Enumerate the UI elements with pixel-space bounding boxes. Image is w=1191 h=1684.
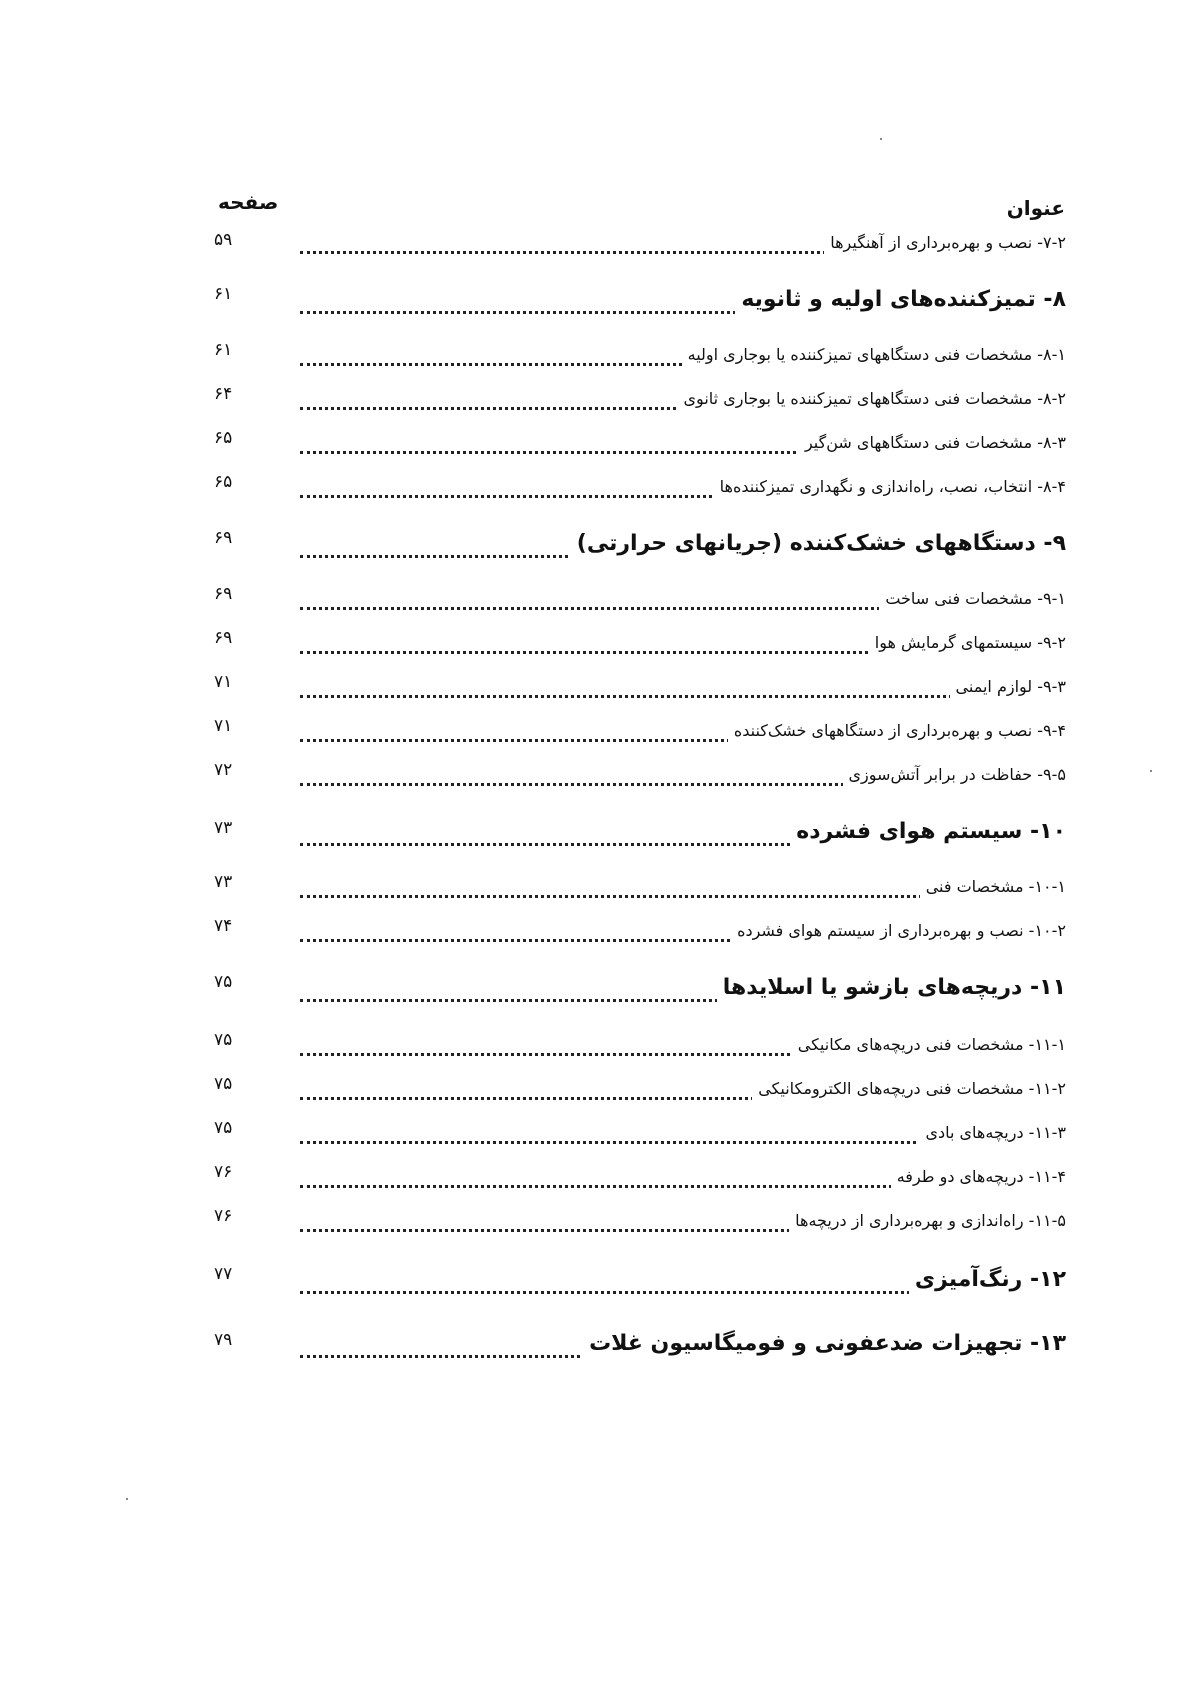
- toc-entry: [300, 472, 1066, 502]
- toc-chapter-entry: [300, 970, 1066, 1006]
- toc-entry-title: ۹-۴- نصب و بهره‌برداری از دستگاههای خشک‌کننده: [728, 716, 1066, 746]
- toc-entry-title: ۱۱-۲- مشخصات فنی دریچه‌های الکترومکانیکی: [752, 1074, 1066, 1104]
- toc-entry-title: ۱۱-۳- دریچه‌های بادی: [919, 1118, 1066, 1148]
- toc-entry-page: ۷۳: [214, 872, 233, 892]
- toc-chapter-page: ۷۵: [214, 972, 233, 992]
- toc-entry-page: ۶۵: [214, 428, 233, 448]
- toc-entry: [300, 1206, 1066, 1236]
- toc-chapter-page: ۶۱: [214, 284, 233, 304]
- toc-entry-title: ۹-۵- حفاظت در برابر آتش‌سوزی: [843, 760, 1066, 790]
- toc-entry: [300, 628, 1066, 658]
- toc-entry-title: ۱۱-۵- راه‌اندازی و بهره‌برداری از دریچه‌ها: [789, 1206, 1066, 1236]
- scan-speck: [126, 1498, 128, 1500]
- toc-chapter-entry: [300, 282, 1066, 318]
- toc-chapter-title: ۱۳- تجهیزات ضدعفونی و فومیگاسیون غلات: [583, 1326, 1066, 1362]
- toc-entry-page: ۷۵: [214, 1074, 233, 1094]
- toc-chapter-page: ۷۳: [214, 818, 233, 838]
- toc-entry-title: ۱۰-۱- مشخصات فنی: [920, 872, 1066, 902]
- toc-entry-page: ۶۵: [214, 472, 233, 492]
- toc-chapter-title: ۹- دستگاههای خشک‌کننده (جریانهای حرارتی): [571, 526, 1066, 562]
- toc-entry: [300, 428, 1066, 458]
- toc-chapter-page: ۷۷: [214, 1264, 233, 1284]
- toc-entry-page: ۷۱: [214, 672, 233, 692]
- toc-chapter-title: ۸- تمیزکننده‌های اولیه و ثانویه: [735, 282, 1066, 318]
- toc-chapter-page: ۶۹: [214, 528, 233, 548]
- scan-speck: [1150, 770, 1152, 772]
- toc-chapter-page: ۷۹: [214, 1330, 233, 1350]
- toc-entry: [300, 716, 1066, 746]
- toc-entry: [300, 228, 1066, 258]
- toc-entry: [300, 760, 1066, 790]
- toc-entry-page: ۷۶: [214, 1206, 233, 1226]
- toc-entry-page: ۷۴: [214, 916, 233, 936]
- toc-chapter-title: ۱۲- رنگ‌آمیزی: [909, 1262, 1066, 1298]
- toc-entry-title: ۸-۲- مشخصات فنی دستگاههای تمیزکننده یا بوجاری ثانوی: [678, 384, 1066, 414]
- toc-entry-title: ۱۱-۴- دریچه‌های دو طرفه: [891, 1162, 1066, 1192]
- toc-entry: [300, 584, 1066, 614]
- scan-speck: [880, 138, 882, 140]
- toc-entry: [300, 1118, 1066, 1148]
- column-header-page: صفحه: [218, 190, 279, 214]
- toc-entry-page: ۶۹: [214, 628, 233, 648]
- toc-entry: [300, 872, 1066, 902]
- toc-entry: [300, 340, 1066, 370]
- toc-entry-title: ۸-۴- انتخاب، نصب، راه‌اندازی و نگهداری تمیزکننده‌ها: [714, 472, 1066, 502]
- toc-entry-page: ۵۹: [214, 230, 233, 250]
- toc-entry-title: ۱۱-۱- مشخصات فنی دریچه‌های مکانیکی: [792, 1030, 1066, 1060]
- toc-entry: [300, 384, 1066, 414]
- toc-entry-title: ۹-۲- سیستمهای گرمایش هوا: [869, 628, 1066, 658]
- toc-entry-title: ۸-۳- مشخصات فنی دستگاههای شن‌گیر: [799, 428, 1066, 458]
- toc-entry-title: ۸-۱- مشخصات فنی دستگاههای تمیزکننده یا بوجاری اولیه: [682, 340, 1066, 370]
- toc-entry-title: ۹-۳- لوازم ایمنی: [950, 672, 1066, 702]
- toc-chapter-entry: [300, 526, 1066, 562]
- column-header-title: عنوان: [1006, 196, 1065, 220]
- toc-entry-title: ۱۰-۲- نصب و بهره‌برداری از سیستم هوای فشرده: [731, 916, 1066, 946]
- toc-entry-page: ۶۴: [214, 384, 233, 404]
- toc-chapter-entry: [300, 814, 1066, 850]
- toc-entry-title: ۷-۲- نصب و بهره‌برداری از آهنگیرها: [824, 228, 1066, 258]
- toc-chapter-entry: [300, 1326, 1066, 1362]
- toc-entry-page: ۷۵: [214, 1030, 233, 1050]
- toc-entry: [300, 1030, 1066, 1060]
- toc-entry: [300, 1162, 1066, 1192]
- toc-chapter-title: ۱۱- دریچه‌های بازشو یا اسلایدها: [717, 970, 1066, 1006]
- toc-entry-page: ۷۵: [214, 1118, 233, 1138]
- toc-entry-page: ۶۹: [214, 584, 233, 604]
- toc-entry: [300, 672, 1066, 702]
- toc-entry-title: ۹-۱- مشخصات فنی ساخت: [879, 584, 1066, 614]
- toc-entry: [300, 1074, 1066, 1104]
- toc-entry-page: ۷۱: [214, 716, 233, 736]
- toc-entry: [300, 916, 1066, 946]
- toc-entry-page: ۷۲: [214, 760, 233, 780]
- toc-entry-page: ۶۱: [214, 340, 233, 360]
- toc-chapter-entry: [300, 1262, 1066, 1298]
- toc-chapter-title: ۱۰- سیستم هوای فشرده: [790, 814, 1066, 850]
- toc-entry-page: ۷۶: [214, 1162, 233, 1182]
